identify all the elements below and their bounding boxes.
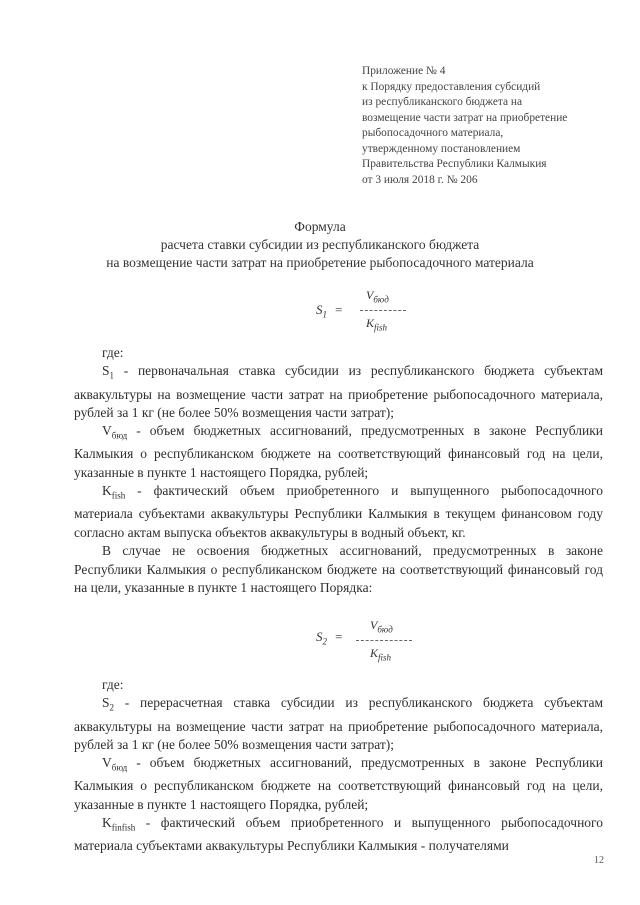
definition-s1: [74, 362, 603, 422]
formula-numerator: V: [366, 288, 374, 302]
definition-k: [74, 482, 603, 542]
symbol-sub: бюд: [111, 763, 128, 773]
formula-denominator: K: [370, 646, 379, 660]
formula-lhs-sub: 1: [322, 309, 327, 320]
appendix-line: от 3 июля 2018 г. № 206: [362, 173, 478, 186]
appendix-line: Приложение № 4: [362, 65, 446, 77]
section-1: [74, 344, 603, 597]
fraction-line: [360, 310, 406, 311]
definition-v: [74, 422, 603, 482]
symbol: S: [102, 363, 110, 379]
section-2: [74, 676, 603, 856]
definition-text: - объем бюджетных ассигнований, предусмотренных в законе Республики Калмыкия о республиканском бюджете на соответствующий финансовый год на цели, указанные в пункте 1 настоящего Порядка, рублей;: [74, 423, 603, 480]
symbol: V: [102, 755, 112, 771]
symbol: V: [102, 423, 112, 439]
formula-lhs-sub: 2: [322, 636, 327, 647]
appendix-line: рыбопосадочного материала,: [362, 127, 504, 139]
appendix-line: утвержденному постановлением: [362, 142, 521, 155]
formula-lhs: S: [316, 629, 323, 644]
formula-denominator-sub: fish: [374, 322, 388, 333]
definition-text: - фактический объем приобретенного и выпущенного рыбопосадочного материала субъектами аквакультуры Республики Калмыкия в текущем финансовом году согласно актам выпуска объектов аквакультуры в водный объект, кг.: [74, 483, 603, 540]
formula-numerator-sub: бюд: [377, 624, 393, 635]
where-label: где:: [102, 677, 124, 692]
definition-k: [74, 814, 603, 856]
symbol: K: [102, 483, 112, 499]
formula-denominator-sub: fish: [378, 652, 392, 663]
fraction-line: [356, 640, 412, 641]
appendix-line: к Порядку предоставления субсидий: [362, 80, 541, 93]
where-label: где:: [102, 345, 124, 360]
symbol-sub: бюд: [111, 431, 128, 441]
definition-text: - первоначальная ставка субсидии из республиканского бюджета субъектам аквакультуры на возмещение части затрат на приобретение рыбопосадочного материала, рублей за 1 кг (не более 50% возмещения части затрат);: [74, 363, 603, 420]
document-subtitle-2: на возмещение части затрат на приобретение рыбопосадочного материала: [106, 255, 534, 270]
formula-denominator: K: [366, 316, 375, 330]
document-subtitle: расчета ставки субсидии из республиканского бюджета: [160, 237, 480, 252]
appendix-header: [362, 64, 632, 188]
symbol-sub: fish: [111, 490, 126, 501]
formula-numerator-sub: бюд: [373, 294, 389, 305]
formula-equals: =: [334, 629, 344, 644]
symbol-sub: 1: [109, 371, 115, 382]
case-paragraph: В случае не освоения бюджетных ассигнований, предусмотренных в законе Республики Калмыкия о республиканском бюджете на соответствующий финансовый год на цели, указанные в пункте 1 настоящего Порядка:: [74, 543, 603, 595]
appendix-line: возмещение части затрат на приобретение: [362, 111, 568, 124]
formula-numerator: V: [370, 618, 378, 632]
formula-equals: =: [334, 302, 344, 317]
definition-s2: [74, 694, 603, 754]
appendix-line: Правительства Республики Калмыкия: [362, 158, 547, 170]
document-title: Формула: [294, 219, 346, 234]
formula-lhs: S: [316, 302, 323, 317]
page-number: 12: [594, 855, 604, 866]
definition-text: - объем бюджетных ассигнований, предусмотренных в законе Республики Калмыкия о республиканском бюджете на соответствующий финансовый год на цели, указанные в пункте 1 настоящего Порядка, рублей;: [74, 755, 603, 812]
symbol-sub: 2: [109, 703, 115, 714]
appendix-line: из республиканского бюджета на: [362, 96, 523, 108]
definition-text: - фактический объем приобретенного и выпущенного рыбопосадочного материала субъектами аквакультуры Республики Калмыкия - получателями: [74, 815, 603, 854]
symbol-sub: finfish: [111, 822, 136, 833]
definition-text: - перерасчетная ставка субсидии из республиканского бюджета субъектам аквакультуры на возмещение части затрат на приобретение рыбопосадочного материала, рублей за 1 кг (не более 50% возмещения части затрат);: [74, 695, 603, 752]
symbol: S: [102, 695, 110, 711]
definition-v: [74, 754, 603, 814]
symbol: K: [102, 815, 112, 831]
